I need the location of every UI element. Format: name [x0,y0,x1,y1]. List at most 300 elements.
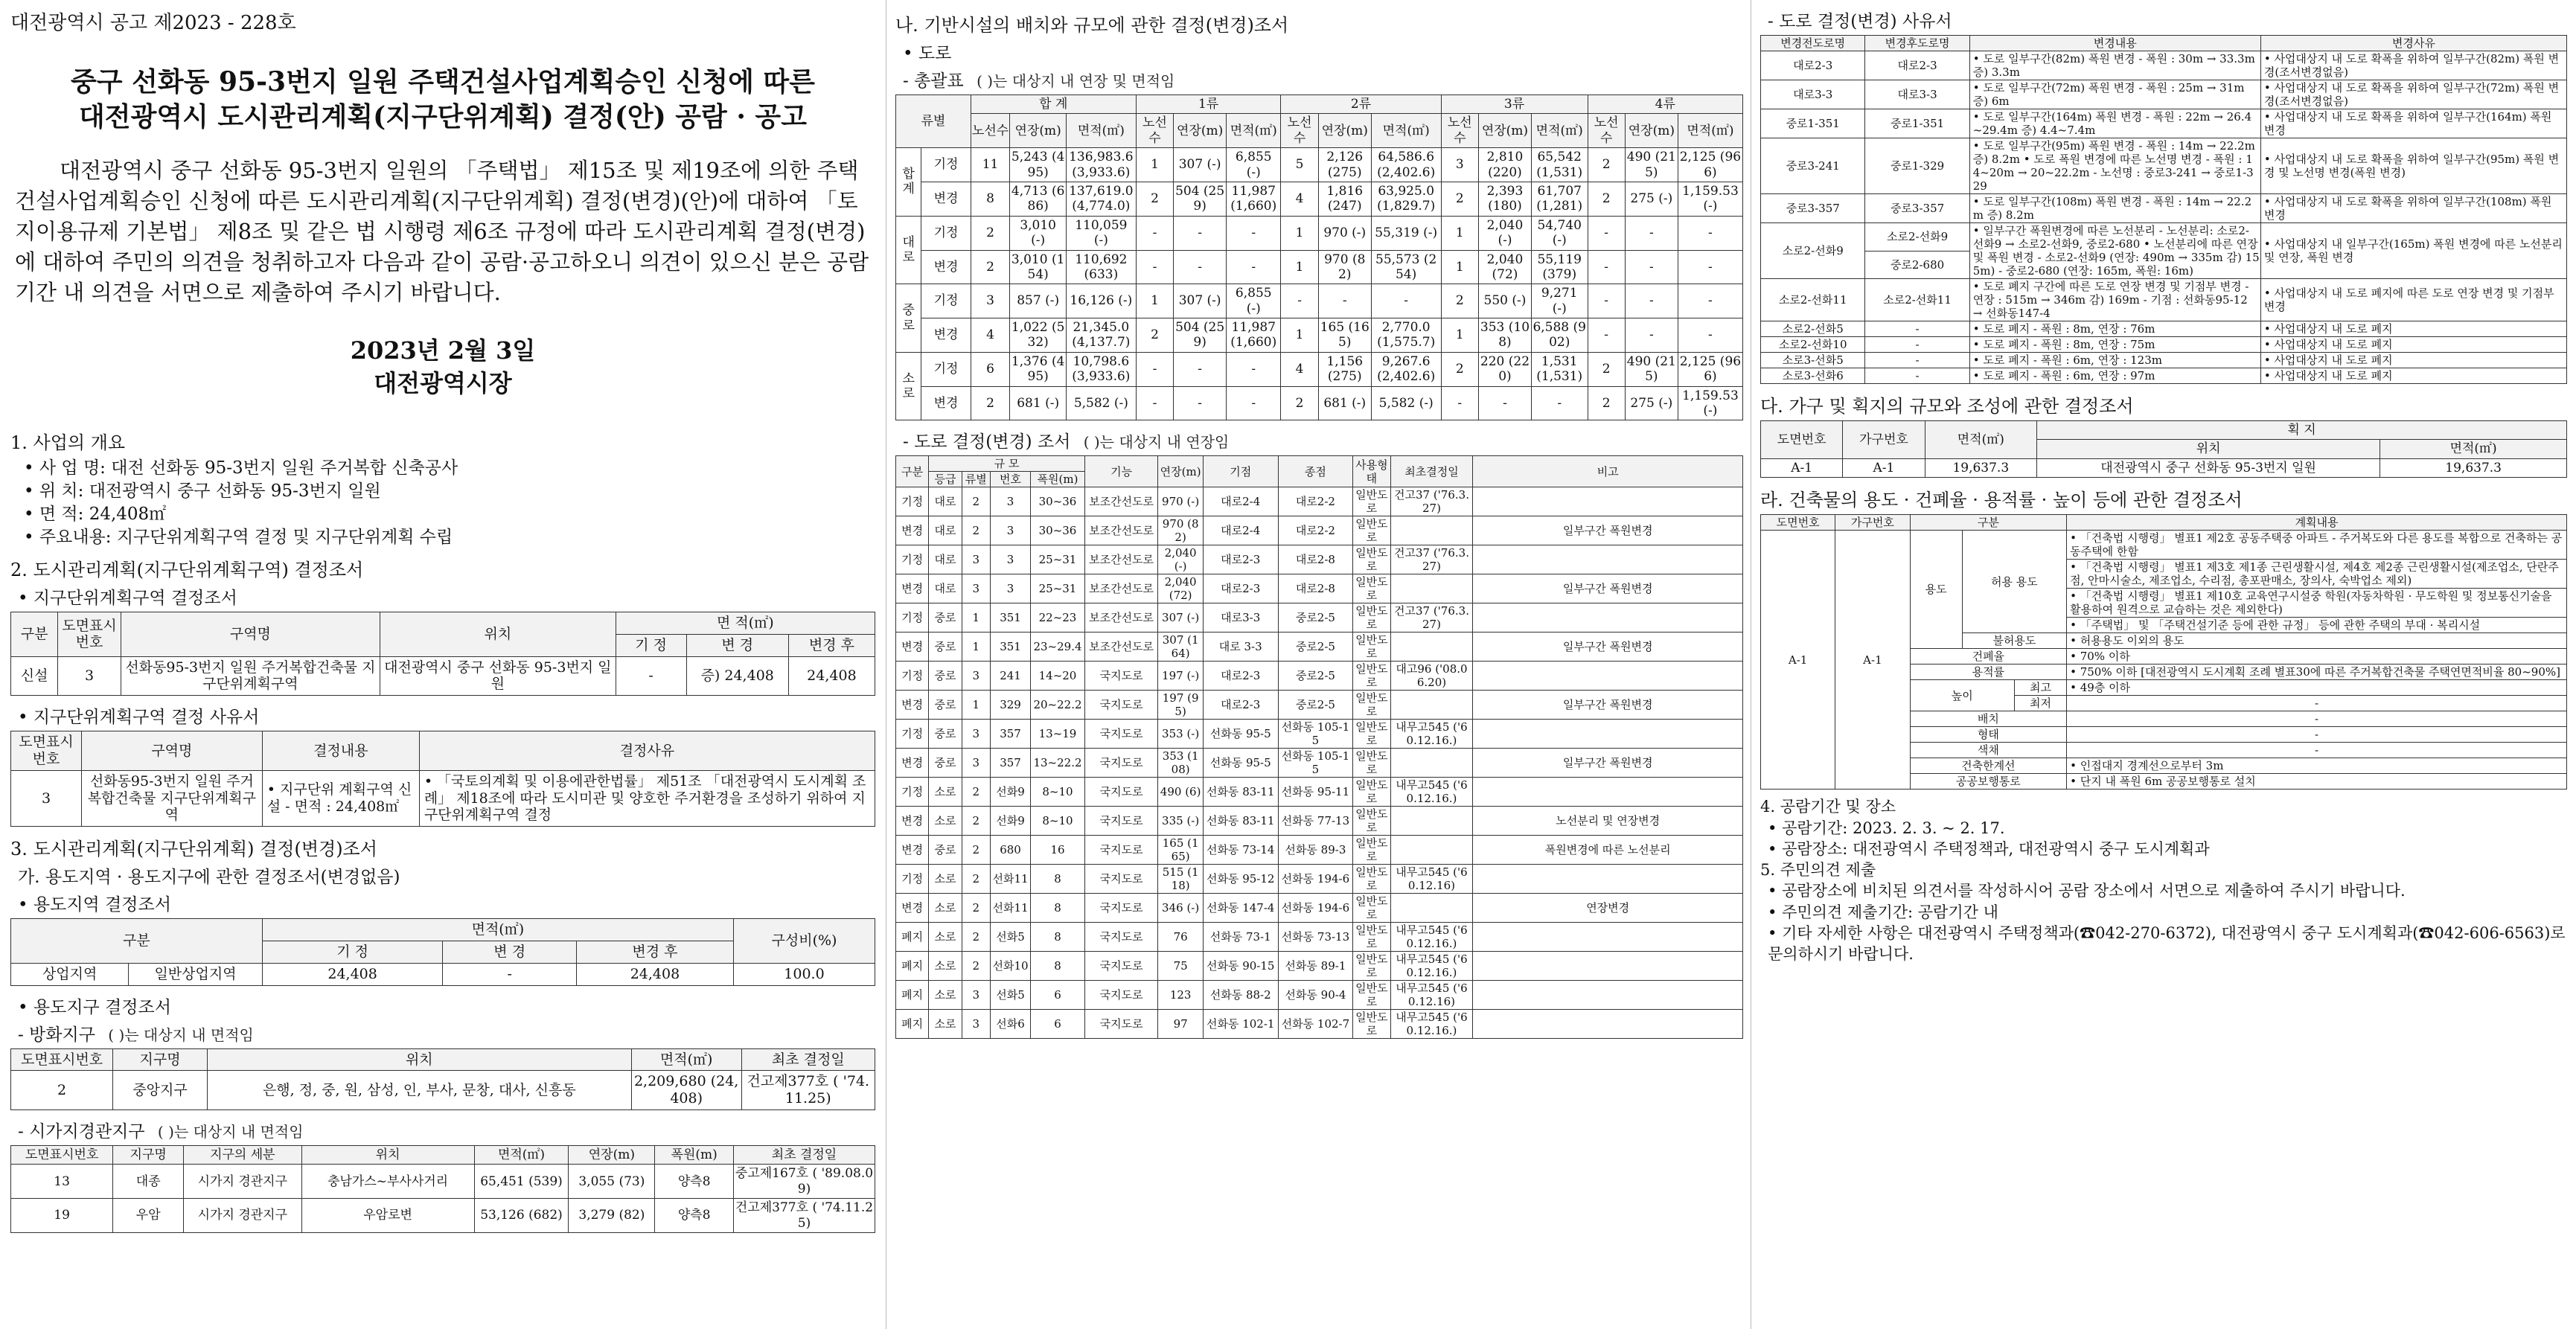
col-header: 면적(㎡) [631,1048,741,1071]
col-header: 결정사유 [419,731,875,771]
cell: 소로 [929,923,962,952]
cell: 490 (215) [1625,352,1678,386]
subtitle: - 도로 결정(변경) 조서 [903,432,1071,452]
cell: 배치 [1910,711,2067,727]
cell: - [1625,250,1678,284]
cell: 24,408 [788,656,875,696]
cell: 기정 [896,720,929,749]
row-category: 합계 [896,148,921,217]
cell: 일반도로 [1353,487,1390,516]
cell: 선화동 95-5 [1203,720,1278,749]
cell: 시가지 경관지구 [184,1165,301,1199]
cell [1473,1010,1743,1039]
cell: 선화동 89-1 [1278,952,1353,981]
col-header: 도면표시번호 [58,612,121,657]
cell: 일반도로 [1353,981,1390,1010]
cell: 97 [1158,1010,1203,1039]
cell: 24,408 [262,963,443,985]
cell: 대로2-4 [1203,516,1278,545]
col-header: 비고 [1473,456,1743,487]
cell: 2 [962,952,990,981]
cell: • 사업대상지 내 도로 확폭을 위하여 일부구간(72m) 폭원 변경(조서변경없음) [2260,80,2566,109]
cell: 6 [1031,1010,1085,1039]
cell: • 70% 이하 [2067,649,2567,664]
cell: • 도로 일부구간(95m) 폭원 변경 - 폭원 : 14m → 22.2m 증) 8.2m • 도로 폭원 변경에 따른 노선명 변경 - 폭원 : 14~20m → 20~22.2m - 노선명 : 중로3-241 → 중로1-329 [1969,138,2260,194]
cell: 연장변경 [1473,894,1743,923]
cell: 165 (165) [1318,318,1371,353]
cell: 275 (-) [1625,182,1678,216]
cell: 65,542 (1,531) [1531,148,1588,182]
table-row [896,516,1743,545]
table-row [896,952,1743,981]
cell: 선화9 [990,807,1030,836]
cell: 기정 [896,487,929,516]
table-row [896,981,1743,1010]
table-row [896,603,1743,633]
col-header: 면적(㎡) [1227,114,1281,148]
cell: 선화동 95-11 [1278,778,1353,807]
cell [1390,691,1473,720]
cell: 76 [1158,923,1203,952]
cell: 110,692 (633) [1066,250,1136,284]
cell: 307 (-) [1158,603,1203,633]
cell: 8 [1031,865,1085,894]
cell: 197 (-) [1158,662,1203,691]
cell: 61,707 (1,281) [1531,182,1588,216]
cell: 소로2-선화10 [1761,337,1865,353]
cell [1473,778,1743,807]
cell: • 사업대상지 내 도로 폐지 [2260,337,2566,353]
section-4 [1760,797,2567,965]
cell: 노선분리 및 연장변경 [1473,807,1743,836]
table-row [896,318,1743,353]
cell: 1 [1136,284,1173,318]
cell: • 도로 일부구간(164m) 폭원 변경 - 폭원 : 22m → 26.4~29.4m 증) 4.4~7.4m [1969,109,2260,138]
cell: 2 [962,865,990,894]
cell [1390,633,1473,662]
subtitle: - 시가지경관지구 [18,1121,145,1141]
col-header: 구역명 [81,731,262,771]
cell [1390,516,1473,545]
cell: 2 [962,836,990,865]
cell: - [616,656,686,696]
cell: 소로2-선화11 [1761,279,1865,321]
col-header: 변경사유 [2260,36,2566,51]
cell: 대로 [929,545,962,574]
zone-table [10,918,875,985]
view-district-rows [11,1165,875,1233]
cell: • 허용용도 이외의 용도 [2067,633,2567,649]
cell: 선화6 [990,1010,1030,1039]
subtitle: - 방화지구 [18,1025,95,1045]
section-da-heading: 다. 가구 및 획지의 규모와 조성에 관한 결정조서 [1760,396,2134,417]
cell: 307 (-) [1174,148,1227,182]
col-header: 변경 후 [788,634,875,656]
cell: 선화동 73-14 [1203,836,1278,865]
cell: 기정 [896,865,929,894]
cell: 양측8 [655,1165,734,1199]
table-row [11,1199,875,1233]
col-header: 연장(m) [1625,114,1678,148]
cell: 1,816 (247) [1318,182,1371,216]
list-item: • 주요내용: 지구단위계획구역 결정 및 지구단위계획 수립 [24,526,875,549]
col-header: 면적(㎡) [2380,440,2567,458]
cell: 건축한계선 [1910,758,2067,774]
col-header: 면적(㎡) [474,1145,569,1164]
cell: 보조간선도로 [1084,487,1158,516]
cell: 선화동 194-6 [1278,894,1353,923]
col-header: 변경내용 [1969,36,2260,51]
cell: 선화동 89-3 [1278,836,1353,865]
col-header: 가구번호 [1835,515,1910,531]
cell: 일반도로 [1353,574,1390,603]
table-row [1761,138,2567,194]
cell: - [1174,250,1227,284]
cell: 3,055 (73) [569,1165,655,1199]
cell: 소로 [929,1010,962,1039]
cell: 일반도로 [1353,691,1390,720]
cell: 선화동 105-15 [1278,720,1353,749]
cell: • 「주택법」 및 「주택건설기준 등에 관한 규정」 등에 관한 주택의 부대 · 복리시설 [2067,618,2567,633]
cell: 공공보행통로 [1910,774,2067,790]
cell: • 도로 폐지 - 폭원 : 8m, 연장 : 76m [1969,321,2260,337]
cell: 3 [962,662,990,691]
cell: 일반도로 [1353,923,1390,952]
col-header: 위치 [207,1048,631,1071]
col-header: 도면번호 [1761,515,1835,531]
cell: • 사업대상지 내 도로 폐지 [2260,368,2566,384]
cell: 353 (108) [1158,749,1203,778]
cell: 국지도로 [1084,836,1158,865]
cell: • 사업대상지 내 도로 폐지에 따른 도로 연장 변경 및 기점부 변경 [2260,279,2566,321]
cell: 1 [1281,250,1318,284]
cell: 최저 [2014,696,2066,711]
cell: 기정 [896,662,929,691]
subtitle: 지구단위계획구역 결정조서 [33,589,237,609]
cell: 1 [1441,250,1478,284]
cell: 75 [1158,952,1203,981]
cell: 중로1-351 [1865,109,1969,138]
cell: 14~20 [1031,662,1085,691]
cell: 357 [990,720,1030,749]
cell: 대종 [113,1165,184,1199]
cell: - [1281,284,1318,318]
cell: 2,126 (275) [1318,148,1371,182]
table-row [896,574,1743,603]
cell: • 「건축법 시행령」 별표1 제3호 제1종 근린생활시설, 제4호 제2종 근린생활시설(제조업소, 단란주점, 안마시술소, 제조업소, 수리점, 총포판매소, 장의사, 숙박업소 제외) [2067,560,2567,589]
view-district-title [18,1118,875,1142]
col-header: 위치 [380,612,616,657]
cell: 일반도로 [1353,836,1390,865]
cell: - [2067,727,2567,743]
col-header: 변 경 [443,941,576,963]
cell: 국지도로 [1084,807,1158,836]
cell: - [1174,386,1227,420]
cell: 대전광역시 중구 선화동 95-3번지 일원 [380,656,616,696]
cell: 소로3-선화6 [1761,368,1865,384]
col-header: 기 정 [616,634,686,656]
cell: 국지도로 [1084,923,1158,952]
table-row [1761,321,2567,337]
section-ra-heading: 라. 건축물의 용도 · 건폐율 · 용적률 · 높이 등에 관한 결정조서 [1760,490,2243,511]
cell: 대로 [929,516,962,545]
col-header: 구역명 [121,612,380,657]
cell: • 사업대상지 내 도로 확폭을 위하여 일부구간(95m) 폭원 변경 및 노선명 변경(폭원 변경) [2260,138,2566,194]
table-row [896,487,1743,516]
cell: 대고96 ('08.06.20) [1390,662,1473,691]
col-header: 최초 결정일 [733,1145,875,1164]
table-row [896,923,1743,952]
col-header: 지구명 [113,1048,208,1071]
cell: 중로 [929,836,962,865]
col-header: 규 모 [929,456,1084,472]
cell: 대로2-3 [1203,691,1278,720]
cell: 소로2-선화9 [1761,223,1865,279]
row-kind: 기정 [921,216,971,250]
table-row [11,1071,875,1110]
cell: 일반도로 [1353,720,1390,749]
cell: 307 (-) [1174,284,1227,318]
issuer: 대전광역시장 [374,368,512,397]
table-row [896,545,1743,574]
cell: A-1 [1761,531,1835,790]
cell: 1 [1441,318,1478,353]
cell: 357 [990,749,1030,778]
col-header: 연장(m) [1318,114,1371,148]
cell: 대로3-3 [1203,603,1278,633]
cell [1390,894,1473,923]
submit-period-text: 주민의견 제출기간: 공람기간 내 [1782,903,1998,921]
cell [1473,720,1743,749]
cell: 25~31 [1031,574,1085,603]
table-row [896,250,1743,284]
table-note: ( )는 대상지 내 연장임 [1083,433,1230,452]
cell: 3,010 (-) [1010,216,1067,250]
cell: A-1 [1843,458,1925,477]
cell: 일반도로 [1353,603,1390,633]
cell: 보조간선도로 [1084,633,1158,662]
cell: 11,987 (1,660) [1227,182,1281,216]
cell: 일반도로 [1353,516,1390,545]
cell: 일부구간 폭원변경 [1473,516,1743,545]
cell: 9,267.6 (2,402.6) [1371,352,1441,386]
cell: 550 (-) [1478,284,1531,318]
cell: A-1 [1761,458,1843,477]
cell: - [2067,696,2567,711]
cell: • 사업대상지 내 도로 확폭을 위하여 일부구간(108m) 폭원 변경 [2260,194,2566,223]
cell: 중로 [929,662,962,691]
subtitle: 지구단위계획구역 결정 사유서 [33,708,260,728]
section-2-heading: 2. 도시관리계획(지구단위계획구역) 결정조서 [10,560,364,581]
district-reason-table [10,731,875,827]
cell: 8 [1031,923,1085,952]
fire-district-title [18,1021,875,1045]
cell: 국지도로 [1084,691,1158,720]
cell: 19,637.3 [1925,458,2036,477]
notice-number: 대전광역시 공고 제2023 - 228호 [10,12,296,34]
col-header: 기점 [1203,456,1278,487]
cell: - [1865,353,1969,368]
col-header: 연장(m) [1158,456,1203,487]
cell: 선화11 [990,865,1030,894]
column-middle [886,0,1751,1329]
table-row [896,836,1743,865]
table-row [896,662,1743,691]
allowed-use: 「건축법 시행령」 별표1 제3호 제1종 근린생활시설, 제4호 제2종 근린생활시설(제조업소, 단란주점, 안마시술소, 제조업소, 수리점, 총포판매소, 장의사, 숙박업소 제외) [2070,560,2559,588]
cell: 색채 [1910,743,2067,758]
cell: 1,159.53 (-) [1678,386,1742,420]
cell: • 도로 폐지 - 폭원 : 6m, 연장 : 123m [1969,353,2260,368]
cell: 내무고545 ('60.12.16) [1390,865,1473,894]
cell: 중로 [929,633,962,662]
cell: 소로2-선화9 [1865,223,1969,252]
section-1-heading: 1. 사업의 개요 [10,432,126,453]
cell: 22~23 [1031,603,1085,633]
cell: 1,376 (495) [1010,352,1067,386]
cell: 3 [990,516,1030,545]
col-header: 류별 [962,472,990,487]
row-category: 중로 [896,284,921,353]
list-item: • 기타 자세한 사항은 대전광역시 주택정책과(☎042-270-6372), 대전광역시 중구 도시계획과(☎042-606-6563)로 문의하시기 바랍니다. [1768,923,2566,964]
cell: 970 (82) [1158,516,1203,545]
cell: 기정 [896,778,929,807]
cell: - [1865,321,1969,337]
cell: 5 [1281,148,1318,182]
block-lot-table [1760,420,2567,478]
cell: 2,125 (966) [1678,148,1742,182]
col-header: 구분 [1910,515,2067,531]
cell: 3,279 (82) [569,1199,655,1233]
col-header: 도면표시번호 [11,1145,113,1164]
cell: 241 [990,662,1030,691]
col-header: 변경 후 [576,941,733,963]
cell: 16,126 (-) [1066,284,1136,318]
cell: - [1678,318,1742,353]
road-reason-table [1760,35,2567,384]
cell: 504 (259) [1174,182,1227,216]
cell: 970 (-) [1158,487,1203,516]
cell: • 「건축법 시행령」 별표1 제2호 공동주택중 아파트 - 주거복도와 다른 용도를 복합으로 건축하는 공동주택에 한함 [2067,531,2567,560]
cell [1390,807,1473,836]
cell: 515 (118) [1158,865,1203,894]
allowed-use: 「건축법 시행령」 별표1 제10호 교육연구시설중 학원(자동차학원 · 무도학원 및 정보통신기술을 활용하여 원격으로 교습하는 것은 제외한다) [2070,589,2552,617]
cell: 8~10 [1031,807,1085,836]
cell: 소로 [929,778,962,807]
col-header: 구분 [11,919,263,964]
table-row [11,1165,875,1199]
col-header: 도면표시번호 [11,731,82,771]
cell: 국지도로 [1084,981,1158,1010]
cell: 건폐율 [1910,649,2067,664]
cell: 선화5 [990,923,1030,952]
cell: 3 [990,574,1030,603]
cell: 중로 [929,720,962,749]
list-item: • 공람기간: 2023. 2. 3. ~ 2. 17. [1768,819,2005,837]
cell: 1,159.53 (-) [1678,182,1742,216]
cell: 329 [990,691,1030,720]
list-item: • 공람장소: 대전광역시 주택정책과, 대전광역시 중구 도시계획과 [1768,840,2210,859]
cell: 보조간선도로 [1084,545,1158,574]
cell: 3 [11,770,82,826]
col-header: 노선수 [1136,114,1173,148]
cell: 2,040 (-) [1158,545,1203,574]
subtitle: - 총괄표 [903,71,964,91]
table-row [1761,353,2567,368]
cell: 307 (164) [1158,633,1203,662]
list-item: • 사 업 명: 대전 선화동 95-3번지 일원 주거복합 신축공사 [24,457,875,480]
cell: 불허용도 [1962,633,2066,649]
table-row [896,865,1743,894]
road-label: • 도로 [903,44,952,63]
row-kind: 기정 [921,352,971,386]
cell: 폭원변경에 따른 노선분리 [1473,836,1743,865]
table-row [1761,80,2567,109]
cell: 증) 24,408 [686,656,788,696]
table-row [1761,223,2567,252]
cell: 2 [1281,386,1318,420]
cell: • 지구단위 계획구역 신설 - 면적 : 24,408㎡ [262,770,419,826]
cell: 중로1-351 [1761,109,1865,138]
period-text: 공람기간: 2023. 2. 3. ~ 2. 17. [1782,819,2005,837]
col-header: 변 경 [686,634,788,656]
cell: 변경 [896,516,929,545]
cell: • 사업대상지 내 도로 확폭을 위하여 일부구간(82m) 폭원 변경(조서변경없음) [2260,51,2566,80]
district-area-table [10,612,875,696]
cell: 1 [1281,318,1318,353]
road-total-table [895,95,1743,420]
cell: 기정 [896,545,929,574]
cell [1473,662,1743,691]
cell: 30~36 [1031,516,1085,545]
table-row [896,691,1743,720]
table-row [1761,368,2567,384]
road-decision-rows [896,487,1743,1039]
table-row [896,749,1743,778]
col-header: 구분 [896,456,929,487]
cell: • 도로 폐지 - 폭원 : 6m, 연장 : 97m [1969,368,2260,384]
cell: 선화동 83-11 [1203,778,1278,807]
cell: - [1227,386,1281,420]
cell: - [1318,284,1371,318]
col-header: 결정내용 [262,731,419,771]
cell: 선화동 95-5 [1203,749,1278,778]
cell: 2 [1588,182,1625,216]
row-kind: 변경 [921,386,971,420]
cell: 대로2-3 [1203,662,1278,691]
cell: • 49층 이하 [2067,680,2567,696]
cell: 일반도로 [1353,865,1390,894]
table-row [1761,458,2567,477]
cell: 중로 [929,603,962,633]
cell: 10,798.6 (3,933.6) [1066,352,1136,386]
cell: 선화동 83-11 [1203,807,1278,836]
cell: - [1865,368,1969,384]
cell: 346 (-) [1158,894,1203,923]
cell: 13 [11,1165,113,1199]
col-header: 노선수 [1588,114,1625,148]
cell: 신설 [11,656,58,696]
table-row [896,778,1743,807]
table-row [11,656,875,696]
cell: 내무고545 ('60.12.16.) [1390,1010,1473,1039]
cell: 1 [962,633,990,662]
cell: 351 [990,633,1030,662]
cell: 165 (165) [1158,836,1203,865]
cell [1390,749,1473,778]
col-header: 노선수 [971,114,1010,148]
col-header: 면적(㎡) [262,919,733,941]
cell: 내무고545 ('60.12.16.) [1390,720,1473,749]
